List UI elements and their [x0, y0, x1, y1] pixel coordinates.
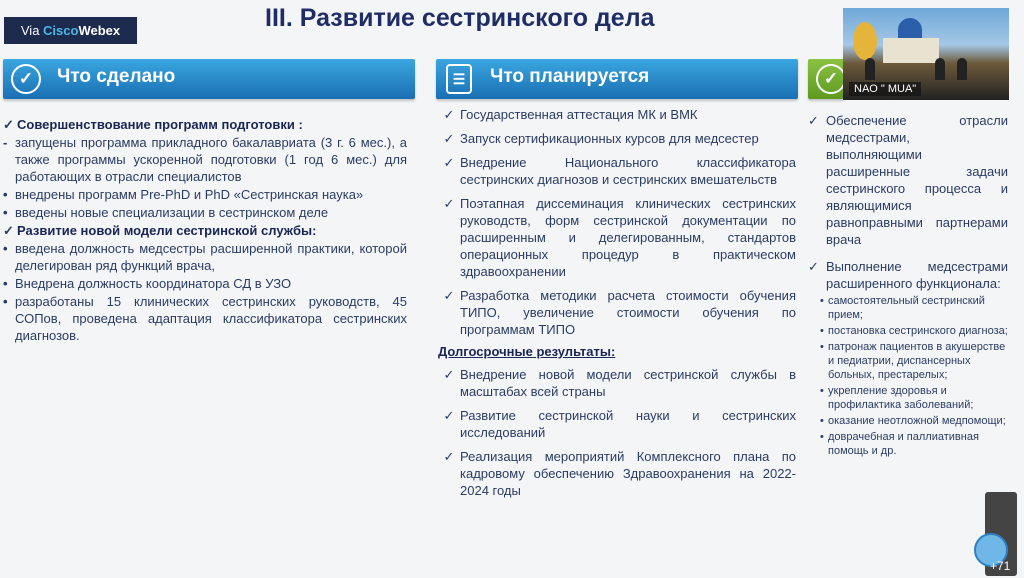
- functions-list: [820, 294, 1008, 458]
- bullet-icon: •: [820, 431, 824, 443]
- list-item: [438, 195, 796, 280]
- bullet-icon: •: [820, 385, 824, 397]
- list-item: [820, 340, 1008, 382]
- list-item: [3, 275, 407, 292]
- video-thumbnail[interactable]: [843, 8, 1009, 100]
- list-item: [438, 366, 796, 400]
- list-item-text: Разработка методики расчета стоимости обучения ТИПО, увеличение стоимости обучения по программам ТИПО: [460, 288, 796, 337]
- list-item-text: запущены программа прикладного бакалавриата (3 г. 6 мес.), а также программы ускоренной подготовки (1 год 6 мес.) для работающих в отрасли специалистов: [15, 135, 407, 184]
- check-icon: ✓: [443, 196, 455, 211]
- list-item: [3, 240, 407, 274]
- check-icon: ✓: [443, 288, 455, 303]
- list-item-text: Запуск сертификационных курсов для медсестер: [460, 131, 759, 146]
- bullet-icon: •: [3, 205, 8, 220]
- check-icon: ✓: [808, 259, 819, 274]
- dash-icon: -: [3, 135, 8, 150]
- list-item-text: Реализация мероприятий Комплексного плана по кадровому обеспечению Здравоохранения на 2022-2024 годы: [460, 449, 796, 498]
- check-icon: ✓: [443, 408, 455, 423]
- list-item-text: Внедрение Национального классификатора сестринских диагнозов и сестринских вмешательств: [460, 155, 796, 187]
- list-item-text: Внедрение новой модели сестринской службы в масштабах всей страны: [460, 367, 796, 399]
- list-item: [3, 186, 407, 203]
- bullet-icon: •: [820, 325, 824, 337]
- list-item-text: укрепление здоровья и профилактика заболеваний;: [828, 385, 974, 411]
- list-item-text: доврачебная и паллиативная помощь и др.: [828, 431, 979, 457]
- list-item-text: введена должность медсестры расширенной практики, которой делегирован ряд функций врача,: [15, 241, 407, 273]
- bullet-icon: •: [3, 241, 8, 256]
- person-image: [865, 58, 875, 80]
- list-item-text: Совершенствование программ подготовки :: [17, 117, 303, 132]
- list-item: [3, 116, 407, 133]
- person-image: [935, 58, 945, 80]
- list-item-text: Развитие сестринской науки и сестринских исследований: [460, 408, 796, 440]
- long-term-label: Долгосрочные результаты:: [438, 344, 616, 359]
- list-item-text: Поэтапная диссеминация клинических сестринских руководств, форм сестринской документации по расширенным и делегированным, стандартов операционных процедур в практическом здравоохранении: [460, 196, 796, 279]
- bullet-icon: •: [3, 276, 8, 291]
- list-item-text: патронаж пациентов в акушерстве и педиатрии, диспансерных больных, престарелых;: [828, 341, 1006, 381]
- check-icon: ✓: [443, 367, 455, 382]
- list-item-text: самостоятельный сестринский прием;: [828, 295, 985, 321]
- list-item: [808, 258, 1008, 292]
- list-item: [3, 134, 407, 185]
- list-item-text: постановка сестринского диагноза;: [828, 325, 1008, 337]
- list-item-text: Государственная аттестация МК и ВМК: [460, 107, 698, 122]
- building-image: [883, 38, 939, 63]
- check-icon: ✓: [443, 131, 455, 146]
- check-icon: ✓: [443, 107, 455, 122]
- list-item-text: оказание неотложной медпомощи;: [828, 415, 1006, 427]
- bullet-icon: •: [820, 295, 824, 307]
- list-item: [820, 430, 1008, 458]
- bullet-icon: •: [820, 415, 824, 427]
- list-item-text: Выполнение медсестрами расширенного функционала:: [826, 259, 1008, 291]
- planned-list: [438, 106, 796, 506]
- list-item: [438, 287, 796, 338]
- video-label: NAO " MUA": [849, 82, 921, 96]
- check-icon: ✓: [3, 117, 14, 132]
- list-item-text: Внедрена должность координатора СД в УЗО: [15, 276, 292, 291]
- done-header: [3, 59, 415, 99]
- list-item: [3, 222, 407, 239]
- person-image: [957, 58, 967, 80]
- results-list: [808, 112, 1008, 460]
- badge-webex: Webex: [78, 23, 121, 38]
- badge-via: Via: [20, 23, 44, 38]
- results-header: [808, 59, 844, 99]
- list-item-text: введены новые специализации в сестринском деле: [15, 205, 329, 220]
- check-icon: ✓: [443, 155, 455, 170]
- done-list: [3, 116, 407, 345]
- list-item: [438, 154, 796, 188]
- done-header-label: Что сделано: [57, 66, 176, 87]
- emblem-image: [853, 22, 877, 60]
- webex-badge: [4, 17, 137, 44]
- check-circle-icon: ✓: [11, 64, 41, 94]
- planned-header-label: Что планируется: [490, 66, 650, 87]
- clipboard-icon: ☰: [446, 64, 472, 94]
- list-item: [808, 112, 1008, 248]
- list-item: [438, 106, 796, 123]
- bullet-icon: •: [3, 294, 8, 309]
- list-item: [3, 293, 407, 344]
- list-item: [438, 448, 796, 499]
- participants-count[interactable]: +71: [990, 559, 1011, 573]
- list-item-text: Развитие новой модели сестринской службы:: [17, 223, 317, 238]
- bullet-icon: •: [3, 187, 8, 202]
- list-item: [438, 407, 796, 441]
- badge-cisco: Cisco: [43, 23, 79, 38]
- list-item: [438, 130, 796, 147]
- check-icon: ✓: [808, 113, 819, 128]
- list-item: [820, 384, 1008, 412]
- check-icon: ✓: [443, 449, 455, 464]
- list-item: [820, 294, 1008, 322]
- list-item-text: Обеспечение отрасли медсестрами, выполняющими расширенные задачи сестринского процесса и являющимися равноправными партнерами врача: [826, 113, 1008, 247]
- planned-header: [436, 59, 798, 99]
- dome-image: [898, 18, 922, 40]
- check-circle-icon: ✓: [816, 64, 846, 94]
- bullet-icon: •: [820, 341, 824, 353]
- list-item: [820, 324, 1008, 338]
- list-item: [3, 204, 407, 221]
- list-item-text: внедрены программ Pre-PhD и PhD «Сестринская наука»: [15, 187, 364, 202]
- slide-title: III. Развитие сестринского дела: [265, 4, 655, 32]
- check-icon: ✓: [3, 223, 14, 238]
- list-item: [820, 414, 1008, 428]
- list-item-text: разработаны 15 клинических сестринских руководств, 45 СОПов, проведена адаптация классификатора сестринских диагнозов.: [15, 294, 407, 343]
